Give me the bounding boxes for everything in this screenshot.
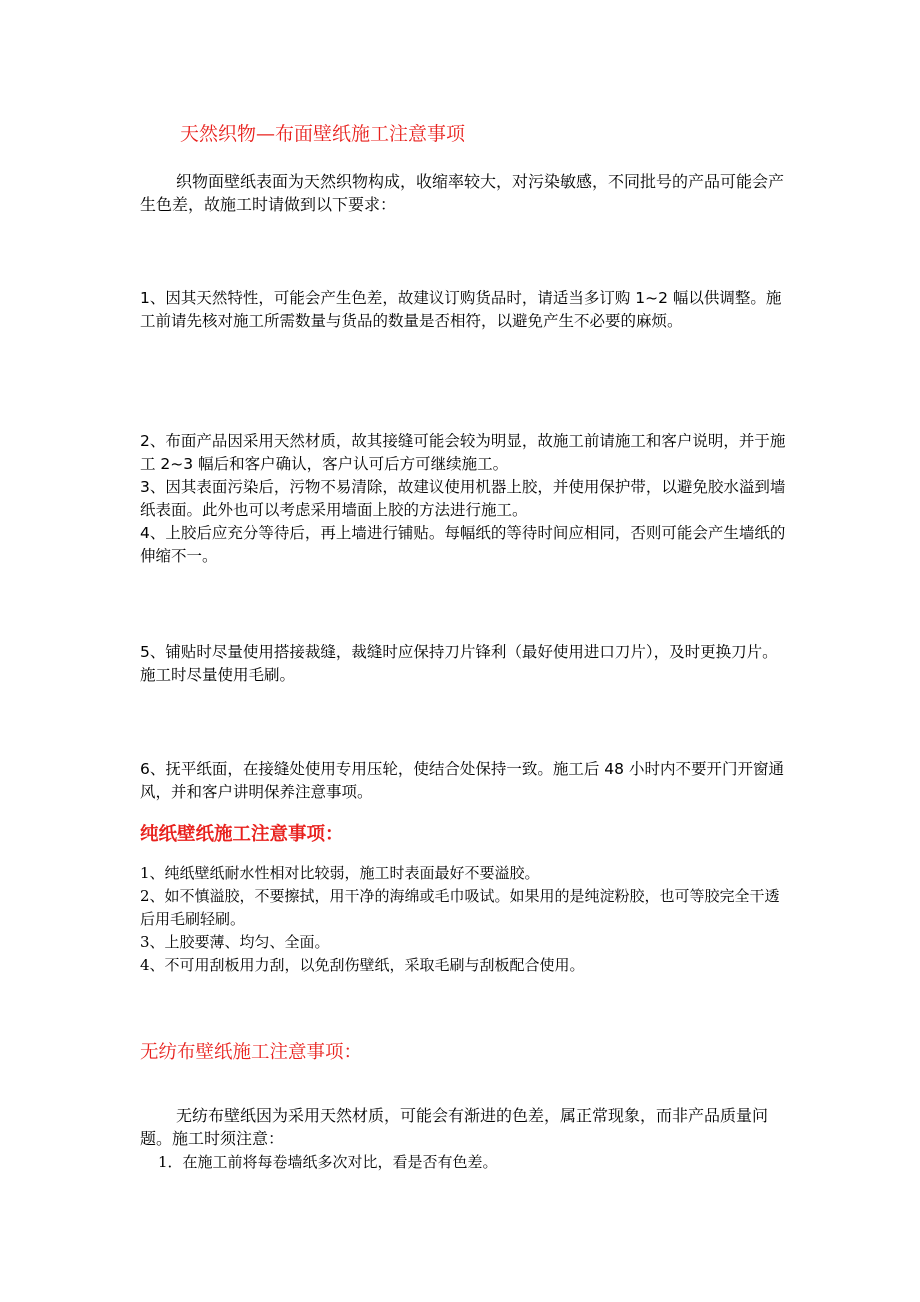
section2-item-2: 2、如不慎溢胶，不要擦拭，用干净的海绵或毛巾吸试。如果用的是纯淀粉胶，也可等胶完全干透后用毛刷轻刷。 (140, 887, 780, 928)
section1-item-6: 6、抚平纸面，在接缝处使用专用压轮，使结合处保持一致。施工后 48 小时内不要开门开窗通风，并和客户讲明保养注意事项。 (140, 760, 784, 801)
section1-intro: 织物面壁纸表面为天然织物构成，收缩率较大，对污染敏感，不同批号的产品可能会产生色差，故施工时请做到以下要求： (140, 172, 785, 214)
section2-title: 纯纸壁纸施工注意事项： (140, 824, 344, 845)
section3-intro: 无纺布壁纸因为采用天然材质，可能会有渐进的色差，属正常现象，而非产品质量问题。施工时须注意： (140, 1106, 769, 1148)
section1-item-3: 3、因其表面污染后，污物不易清除，故建议使用机器上胶，并使用保护带，以避免胶水溢到墙纸表面。此外也可以考虑采用墙面上胶的方法进行施工。 (140, 478, 786, 519)
section1-item-2: 2、布面产品因采用天然材质，故其接缝可能会较为明显，故施工前请施工和客户说明，并于施工 2~3 幅后和客户确认，客户认可后方可继续施工。 (140, 432, 786, 473)
section2-item-1: 1、纯纸壁纸耐水性相对比较弱，施工时表面最好不要溢胶。 (140, 864, 540, 882)
section3-title: 无纺布壁纸施工注意事项： (140, 1042, 363, 1063)
section1-item-5: 5、铺贴时尽量使用搭接裁缝，裁缝时应保持刀片锋利（最好使用进口刀片），及时更换刀片。施工时尽量使用毛刷。 (140, 643, 778, 684)
section1-item-4: 4、上胶后应充分等待后，再上墙进行铺贴。每幅纸的等待时间应相同，否则可能会产生墙纸的伸缩不一。 (140, 524, 786, 565)
section3-item-1: 1．在施工前将每卷墙纸多次对比，看是否有色差。 (158, 1153, 498, 1171)
section2-item-4: 4、不可用刮板用力刮，以免刮伤壁纸，采取毛刷与刮板配合使用。 (140, 956, 585, 974)
section2-item-3: 3、上胶要薄、均匀、全面。 (140, 933, 330, 951)
section1-item-1: 1、因其天然特性，可能会产生色差，故建议订购货品时，请适当多订购 1~2 幅以供调整。施工前请先核对施工所需数量与货品的数量是否相符，以避免产生不必要的麻烦。 (140, 289, 782, 330)
section1-title: 天然织物—布面壁纸施工注意事项 (180, 123, 466, 145)
